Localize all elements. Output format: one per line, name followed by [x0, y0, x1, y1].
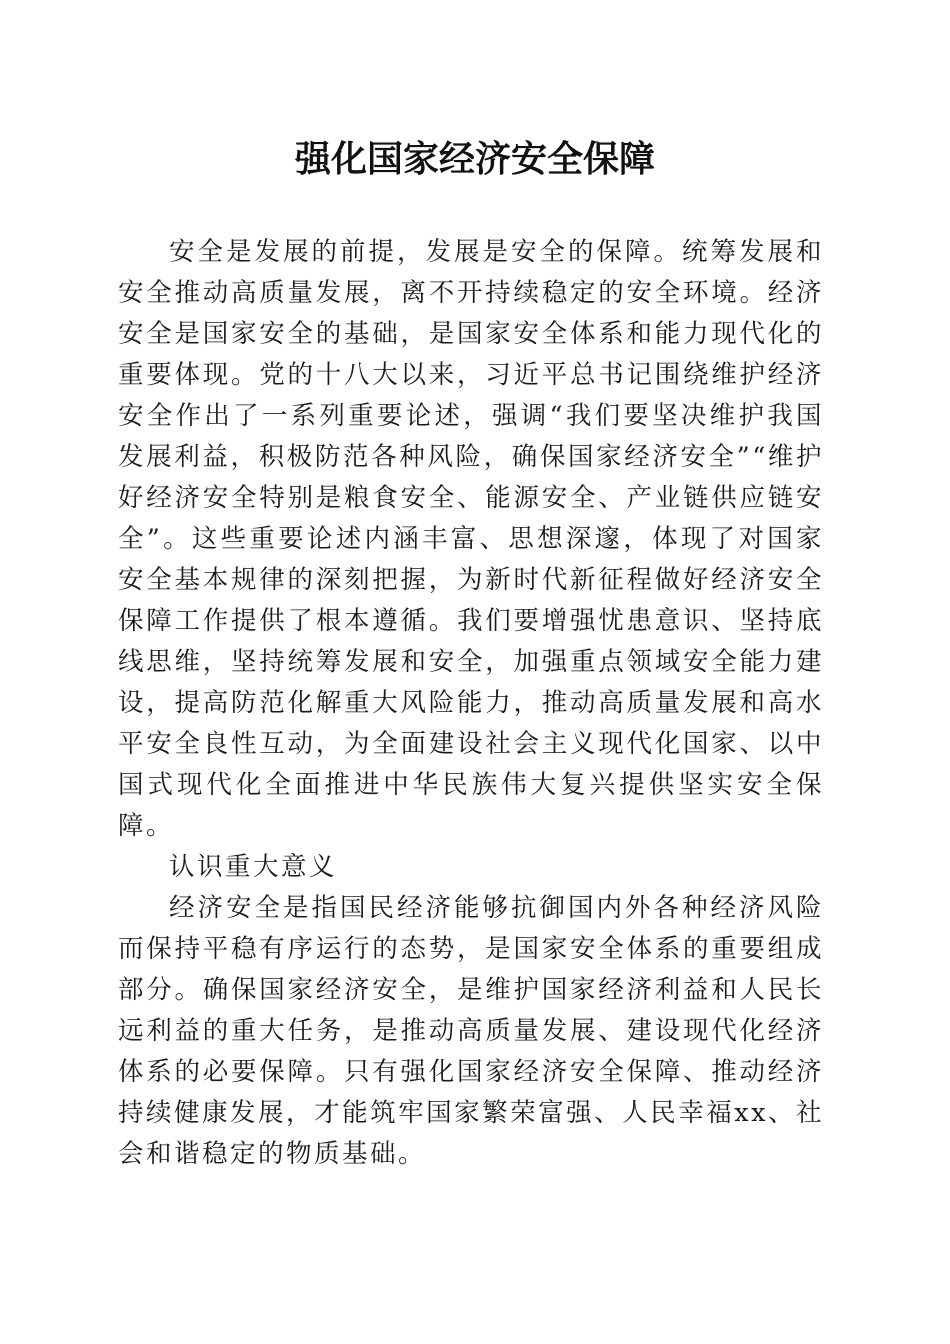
document-title: 强化国家经济安全保障: [294, 138, 655, 180]
section-heading: 认识重大意义: [169, 852, 338, 882]
section-paragraph: 经济安全是指国民经济能够抗御国内外各种经济风险而保持平稳有序运行的态势，是国家安全体系的重要组成部分。确保国家经济安全，是维护国家经济利益和人民长远利益的重大任务，是推动高质量发展、建设现代化经济体系的必要保障。只有强化国家经济安全保障、推动经济持续健康发展，才能筑牢国家繁荣富强、人民幸福xx、社会和谐稳定的物质基础。: [118, 893, 824, 1169]
document-body: [118, 232, 824, 1175]
intro-paragraph: 安全是发展的前提，发展是安全的保障。统筹发展和安全推动高质量发展，离不开持续稳定的安全环境。经济安全是国家安全的基础，是国家安全体系和能力现代化的重要体现。党的十八大以来，习近平总书记围绕维护经济安全作出了一系列重要论述，强调“我们要坚决维护我国发展利益，积极防范各种风险，确保国家经济安全”“维护好经济安全特别是粮食安全、能源安全、产业链供应链安全”。这些重要论述内涵丰富、思想深邃，体现了对国家安全基本规律的深刻把握，为新时代新征程做好经济安全保障工作提供了根本遵循。我们要增强忧患意识、坚持底线思维，坚持统筹发展和安全，加强重点领域安全能力建设，提高防范化解重大风险能力，推动高质量发展和高水平安全良性互动，为全面建设社会主义现代化国家、以中国式现代化全面推进中华民族伟大复兴提供坚实安全保障。: [118, 237, 824, 841]
